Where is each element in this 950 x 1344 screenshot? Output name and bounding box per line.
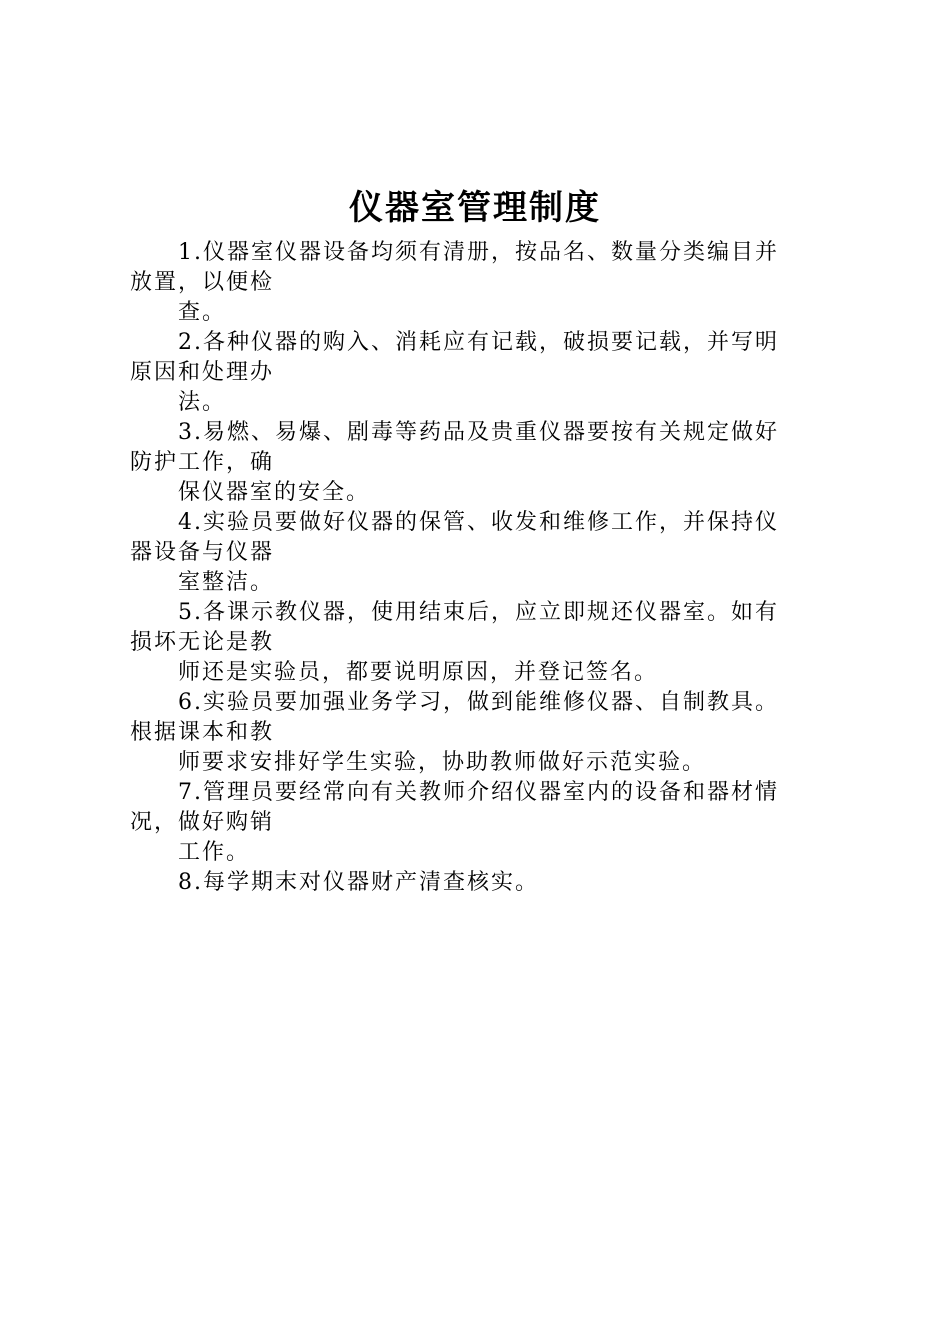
document-line: 6.实验员要加强业务学习，做到能维修仪器、自制教具。 [178, 690, 779, 715]
document-line: 器设备与仪器 [130, 540, 275, 565]
document-line: 2.各种仪器的购入、消耗应有记载，破损要记载，并写明 [178, 330, 779, 355]
document-line: 8.每学期末对仪器财产清查核实。 [178, 870, 539, 895]
document-line: 5.各课示教仪器，使用结束后，应立即规还仪器室。如有 [178, 600, 779, 625]
document-line: 3.易燃、易爆、剧毒等药品及贵重仪器要按有关规定做好 [178, 420, 779, 445]
document-title: 仪器室管理制度 [349, 188, 601, 228]
document-line: 查。 [178, 300, 227, 325]
document-line: 师要求安排好学生实验，协助教师做好示范实验。 [178, 750, 707, 775]
document-line: 法。 [178, 390, 227, 415]
document-line: 况，做好购销 [130, 810, 275, 835]
document-line: 防护工作，确 [130, 450, 275, 475]
document-body [130, 238, 840, 898]
document-line: 工作。 [178, 840, 251, 865]
document-line: 1.仪器室仪器设备均须有清册，按品名、数量分类编目并 [178, 240, 779, 265]
document-line: 4.实验员要做好仪器的保管、收发和维修工作，并保持仪 [178, 510, 779, 535]
document-line: 原因和处理办 [130, 360, 275, 385]
document-line: 师还是实验员，都要说明原因，并登记签名。 [178, 660, 659, 685]
document-line: 室整洁。 [178, 570, 275, 595]
document-line: 7.管理员要经常向有关教师介绍仪器室内的设备和器材情 [178, 780, 779, 805]
document-line: 损坏无论是教 [130, 630, 275, 655]
document-line: 放置，以便检 [130, 270, 275, 295]
document-line: 根据课本和教 [130, 720, 275, 745]
document-line: 保仪器室的安全。 [178, 480, 371, 505]
